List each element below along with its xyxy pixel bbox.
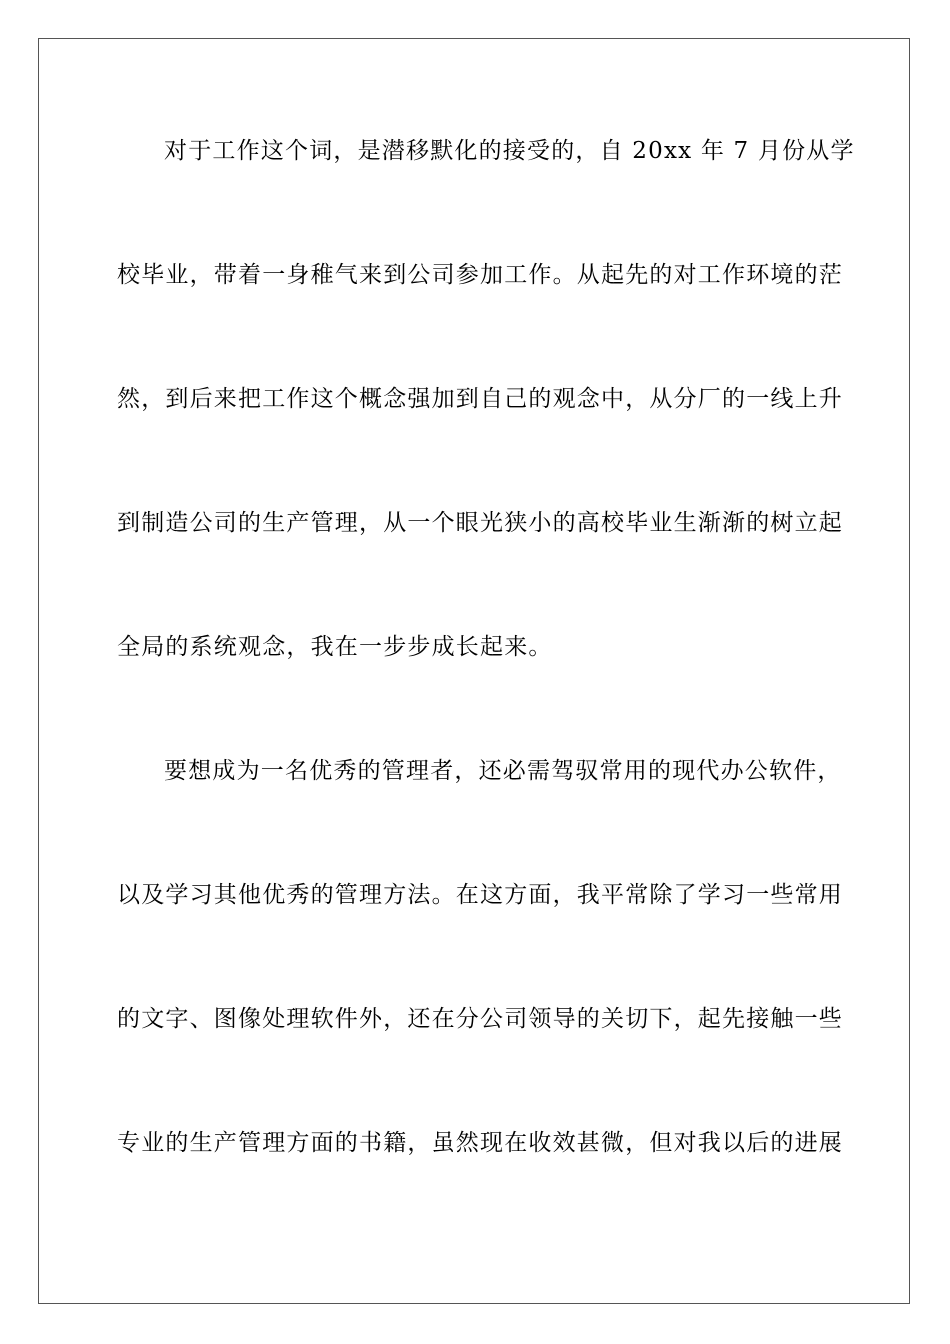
paragraph-1-line-4: 到制造公司的生产管理，从一个眼光狭小的高校毕业生渐渐的树立起 <box>117 510 843 536</box>
paragraph-2-line-4: 专业的生产管理方面的书籍，虽然现在收效甚微，但对我以后的进展 <box>117 1130 843 1156</box>
paragraph-1-line-3: 然，到后来把工作这个概念强加到自己的观念中，从分厂的一线上升 <box>117 386 843 412</box>
page-border <box>38 38 910 1304</box>
paragraph-1-line-1: 对于工作这个词，是潜移默化的接受的，自 20xx 年 7 月份从学 <box>164 138 855 164</box>
paragraph-2-line-3: 的文字、图像处理软件外，还在分公司领导的关切下，起先接触一些 <box>117 1006 843 1032</box>
paragraph-1-line-5: 全局的系统观念，我在一步步成长起来。 <box>117 634 553 660</box>
paragraph-2-line-2: 以及学习其他优秀的管理方法。在这方面，我平常除了学习一些常用 <box>117 882 843 908</box>
paragraph-2-line-1: 要想成为一名优秀的管理者，还必需驾驭常用的现代办公软件， <box>164 758 842 784</box>
paragraph-1-line-2: 校毕业，带着一身稚气来到公司参加工作。从起先的对工作环境的茫 <box>117 262 843 288</box>
